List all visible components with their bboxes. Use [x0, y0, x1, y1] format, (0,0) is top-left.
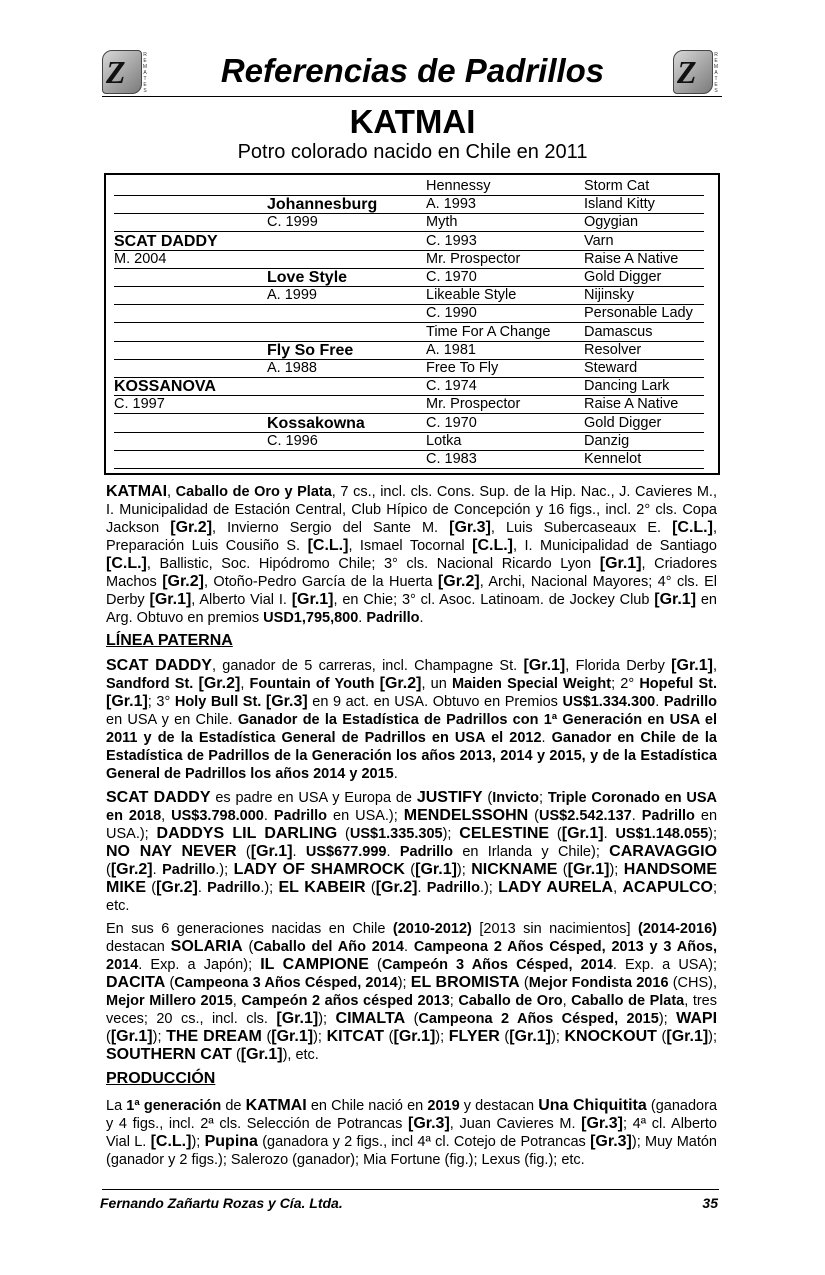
- pedigree-row: [112, 196, 710, 214]
- pedigree-cell-c1: C. 1997: [114, 396, 165, 413]
- pedigree-cell-c3: A. 1993: [426, 196, 476, 213]
- scat-daddy-progeny: SCAT DADDY es padre en USA y Europa de JUSTIFY (Invicto; Triple Coronado en USA en 2018, US$3.798.000. Padrillo en USA.); MENDELSSOHN (US$2.542.137. Padrillo en USA.); DADDYS LIL DARLING (US$1.335.305); CELESTINE ([Gr.1]. US$1.148.055); NO NAY NEVER ([Gr.1]. US$677.999. Padrillo en Irlanda y Chile); CARAVAGGIO ([Gr.2]. Padrillo.); LADY OF SHAMROCK ([Gr.1]); NICKNAME ([Gr.1]); HANDSOME MIKE ([Gr.2]. Padrillo.); EL KABEIR ([Gr.2]. Padrillo.); LADY AURELA, ACAPULCO; etc.: [106, 789, 718, 914]
- page-number: 35: [702, 1195, 718, 1211]
- pedigree-row: [112, 396, 710, 414]
- pedigree-cell-c2: C. 1996: [267, 432, 318, 449]
- pedigree-cell-c3: Mr. Prospector: [426, 250, 521, 267]
- pedigree-cell-c4: Danzig: [584, 432, 630, 449]
- pedigree-cell-c4: Steward: [584, 360, 638, 376]
- pedigree-row: [112, 415, 710, 433]
- page-header-title: Referencias de Padrillos: [220, 52, 605, 89]
- pedigree-cell-c3: C. 1974: [426, 378, 477, 395]
- pedigree-row: [112, 324, 710, 342]
- company-logo-right: [673, 50, 725, 98]
- pedigree-table: [104, 173, 720, 475]
- horse-subtitle: Potro colorado nacido en Chile en 2011: [237, 141, 588, 163]
- section-linea-paterna: LÍNEA PATERNA: [106, 632, 233, 649]
- pedigree-row: [112, 342, 710, 360]
- pedigree-cell-c4: Gold Digger: [584, 269, 662, 285]
- pedigree-cell-c2: A. 1988: [267, 360, 317, 376]
- pedigree-cell-c3: C. 1983: [426, 451, 477, 467]
- footer-company: Fernando Zañartu Rozas y Cía. Ltda.: [100, 1195, 343, 1211]
- pedigree-row: [112, 360, 710, 378]
- pedigree-cell-c3: C. 1993: [426, 232, 477, 249]
- pedigree-cell-c2: Love Style: [267, 269, 348, 286]
- pedigree-row: [112, 287, 710, 305]
- pedigree-cell-c3: Mr. Prospector: [426, 396, 521, 413]
- pedigree-cell-c4: Damascus: [584, 323, 653, 340]
- logo-letter: Z: [106, 54, 126, 90]
- pedigree-cell-c3: Free To Fly: [426, 360, 499, 376]
- pedigree-cell-c1: SCAT DADDY: [114, 232, 218, 250]
- pedigree-cell-c4: Personable Lady: [584, 305, 693, 322]
- scat-daddy-record: SCAT DADDY, ganador de 5 carreras, incl. Champagne St. [Gr.1], Florida Derby [Gr.1], Sandford St. [Gr.2], Fountain of Youth [Gr.2], un Maiden Special Weight; 2° Hopeful St. [Gr.1]; 3° Holy Bull St. [Gr.3] en 9 act. en USA. Obtuvo en Premios US$1.334.300. Padrillo en USA y en Chile. Ganador de la Estadística de Padrillos con 1ª Generación en USA el 2011 y de la Estadística General de Padrillos en USA el 2012. Ganador en Chile de la Estadística de Padrillos de la Generación los años 2013, 2014 y 2015, y de la Estadística General de Padrillos los años 2014 y 2015.: [106, 657, 717, 782]
- section-produccion: PRODUCCIÓN: [106, 1070, 216, 1087]
- footer-divider: [102, 1189, 719, 1190]
- pedigree-cell-c3: Lotka: [426, 432, 462, 449]
- pedigree-rule: [114, 468, 704, 469]
- pedigree-row: [112, 251, 710, 269]
- pedigree-row: [112, 178, 710, 196]
- pedigree-cell-c4: Ogygian: [584, 214, 639, 231]
- pedigree-cell-c3: Myth: [426, 214, 458, 231]
- pedigree-cell-c1: KOSSANOVA: [114, 378, 216, 396]
- pedigree-cell-c2: Johannesburg: [267, 196, 378, 214]
- pedigree-cell-c2: Fly So Free: [267, 341, 354, 359]
- pedigree-cell-c3: C. 1970: [426, 414, 477, 431]
- pedigree-row: [112, 451, 710, 469]
- produccion-text: La 1ª generación de KATMAI en Chile nació en 2019 y destacan Una Chiquitita (ganadora y 4 figs., incl. 2ª cls. Selección de Potrancas [Gr.3], Juan Cavieres M. [Gr.3]; 4ª cl. Alberto Vial L. [C.L.]); Pupina (ganadora y 2 figs., incl 4ª cl. Cotejo de Potrancas [Gr.3]); Muy Matón (ganador y 2 figs.); Salerozo (ganador); Mia Fortune (fig.); Lexus (fig.); etc.: [106, 1097, 718, 1168]
- company-logo-left: [102, 50, 154, 98]
- pedigree-row: [112, 433, 710, 451]
- pedigree-cell-c3: Likeable Style: [426, 287, 517, 304]
- pedigree-cell-c2: C. 1999: [267, 214, 318, 231]
- chile-generations: En sus 6 generaciones nacidas en Chile (2010-2012) [2013 sin nacimientos] (2014-2016) destacan SOLARIA (Caballo del Año 2014. Campeona 2 Años Césped, 2013 y 3 Años, 2014. Exp. a Japón); IL CAMPIONE (Campeón 3 Años Césped, 2014. Exp. a USA); DACITA (Campeona 3 Años Césped, 2014); EL BROMISTA (Mejor Fondista 2016 (CHS), Mejor Millero 2015, Campeón 2 años césped 2013; Caballo de Oro, Caballo de Plata, tres veces; 20 cs., incl. cls. [Gr.1]); CIMALTA (Campeona 2 Años Césped, 2015); WAPI ([Gr.1]); THE DREAM ([Gr.1]); KITCAT ([Gr.1]); FLYER ([Gr.1]); KNOCKOUT ([Gr.1]); SOUTHERN CAT ([Gr.1]), etc.: [106, 921, 718, 1063]
- pedigree-cell-c4: Nijinsky: [584, 287, 634, 304]
- pedigree-cell-c4: Dancing Lark: [584, 378, 670, 395]
- pedigree-row: [112, 378, 710, 396]
- pedigree-cell-c1: M. 2004: [114, 250, 167, 267]
- pedigree-cell-c2: Kossakowna: [267, 414, 365, 432]
- pedigree-cell-c4: Raise A Native: [584, 250, 679, 267]
- pedigree-cell-c4: Raise A Native: [584, 396, 679, 413]
- pedigree-row: [112, 305, 710, 323]
- pedigree-cell-c4: Resolver: [584, 341, 642, 358]
- pedigree-cell-c4: Kennelot: [584, 451, 642, 467]
- pedigree-cell-c4: Island Kitty: [584, 196, 655, 213]
- pedigree-cell-c4: Gold Digger: [584, 414, 662, 431]
- pedigree-cell-c3: C. 1970: [426, 269, 477, 285]
- logo-letter: Z: [677, 54, 697, 90]
- pedigree-cell-c3: C. 1990: [426, 305, 477, 322]
- katmai-summary: KATMAI, Caballo de Oro y Plata, 7 cs., incl. cls. Cons. Sup. de la Hip. Nac., J. Cavieres M., I. Municipalidad de Estación Central, Club Hípico de Concepción y 16 figs., incl. 2° cls. Copa Jackson [Gr.2], Invierno Sergio del Sante M. [Gr.3], Luis Subercaseaux E. [C.L.], Preparación Luis Cousiño S. [C.L.], Ismael Tocornal [C.L.], I. Municipalidad de Santiago [C.L.], Ballistic, Soc. Hipódromo Chile; 3° cls. Nacional Ricardo Lyon [Gr.1], Criadores Machos [Gr.2], Otoño-Pedro García de la Huerta [Gr.2], Archi, Nacional Mayores; 4° cls. El Derby [Gr.1], Alberto Vial I. [Gr.1], en Chie; 3° cl. Asoc. Latinoam. de Jockey Club [Gr.1] en Arg. Obtuvo en premios USD1,795,800. Padrillo.: [106, 483, 717, 626]
- horse-name: KATMAI: [349, 103, 476, 140]
- pedigree-row: [112, 269, 710, 287]
- pedigree-cell-c4: Storm Cat: [584, 178, 650, 194]
- pedigree-cell-c2: A. 1999: [267, 287, 317, 304]
- pedigree-row: [112, 233, 710, 251]
- header-divider: [102, 96, 722, 97]
- pedigree-cell-c3: Time For A Change: [426, 323, 551, 340]
- logo-vertical-text: REMATES: [713, 52, 719, 94]
- pedigree-cell-c4: Varn: [584, 232, 614, 249]
- pedigree-cell-c3: A. 1981: [426, 341, 476, 358]
- pedigree-cell-c3: Hennessy: [426, 178, 491, 194]
- pedigree-row: [112, 214, 710, 232]
- logo-vertical-text: REMATES: [142, 52, 148, 94]
